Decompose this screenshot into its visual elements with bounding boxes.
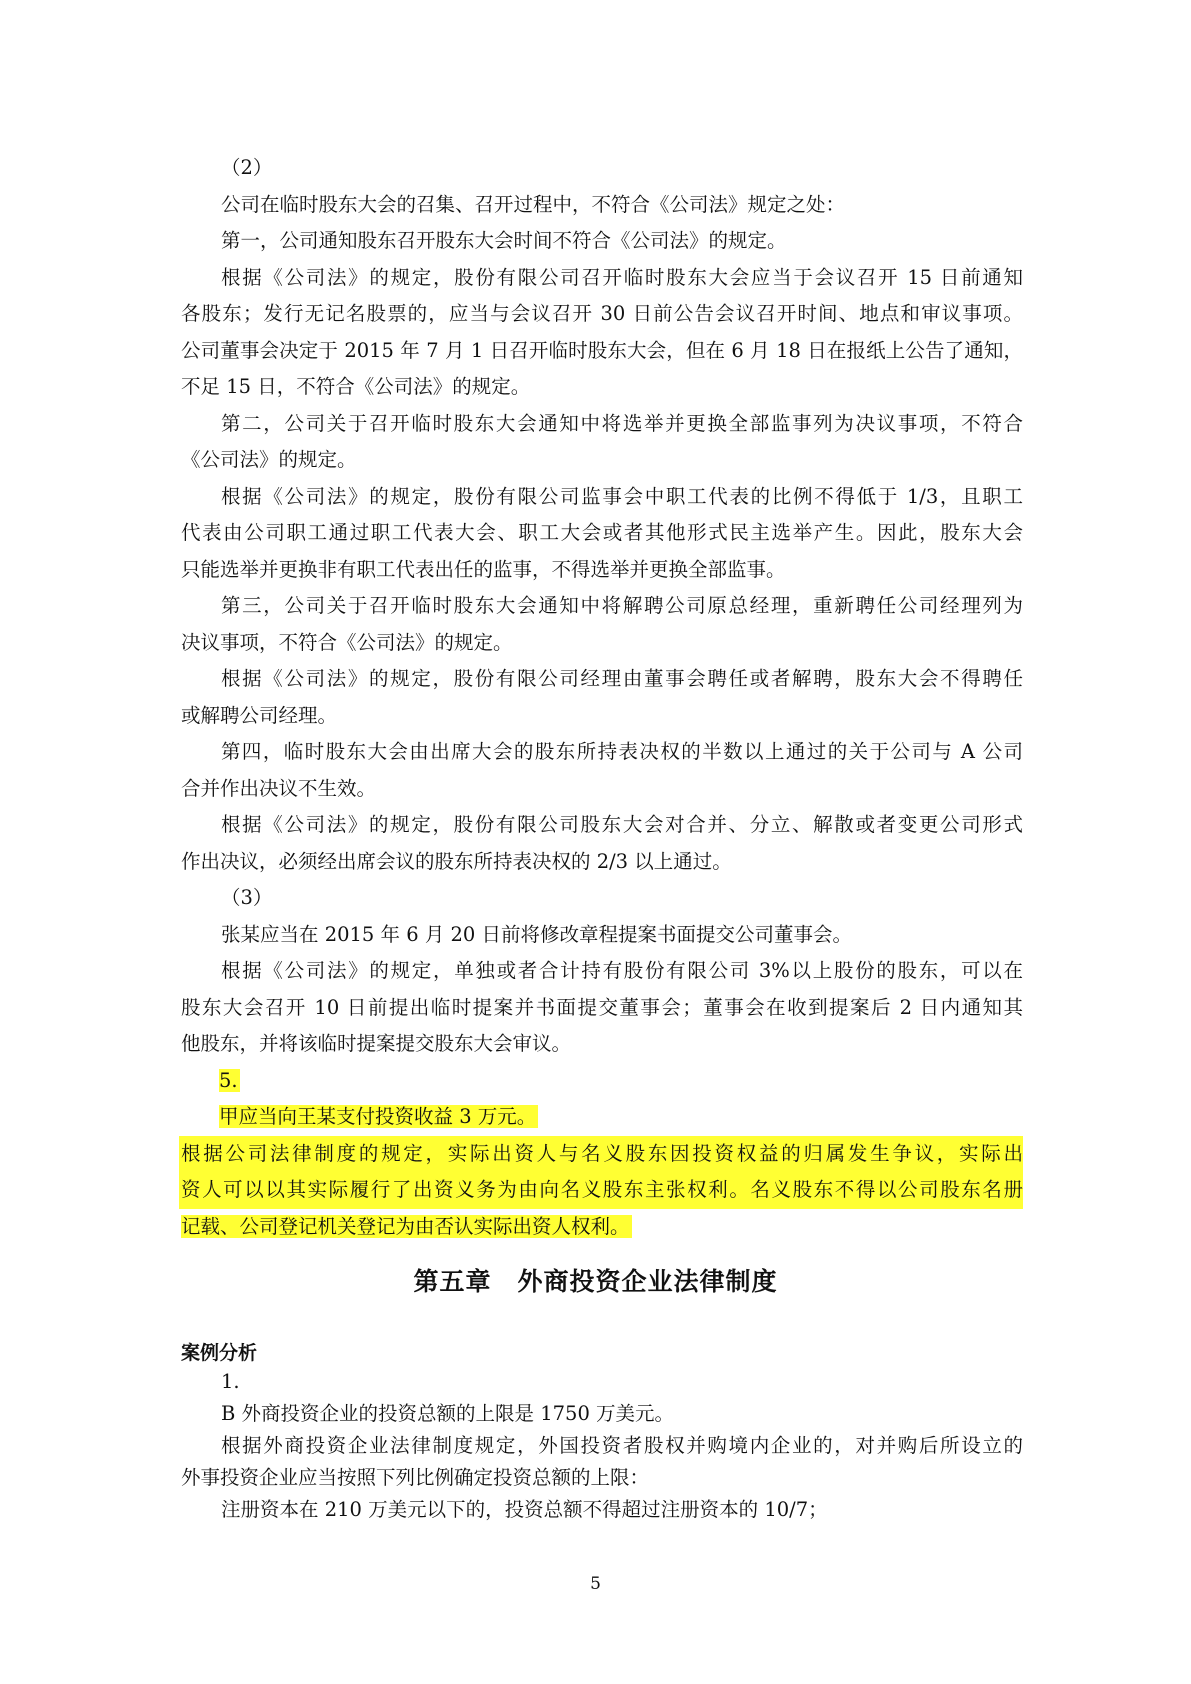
paragraph: 公司在临时股东大会的召集、召开过程中，不符合《公司法》规定之处：	[221, 192, 846, 216]
paragraph-line: 根据《公司法》的规定，单独或者合计持有股份有限公司 3%以上股份的股东，可以在	[221, 959, 1023, 982]
paragraph-line: 根据《公司法》的规定，股份有限公司监事会中职工代表的比例不得低于 1/3，且职工	[221, 484, 1023, 508]
highlighted-line	[181, 1209, 1023, 1246]
paragraph-heading: 第四，临时股东大会由出席大会的股东所持表决权的半数以上通过的关于公司与 A 公司	[221, 740, 1023, 763]
paragraph-line: 各股东；发行无记名股票的，应当与会议召开 30 日前公告会议召开时间、地点和审议事项。	[181, 302, 1023, 325]
paragraph-line: 根据《公司法》的规定，股份有限公司召开临时股东大会应当于会议召开 15 日前通知	[221, 265, 1023, 289]
highlighted-line	[181, 1063, 1023, 1100]
paragraph-heading: 决议事项，不符合《公司法》的规定。	[181, 630, 513, 654]
paragraph-line: 他股东，并将该临时提案提交股东大会审议。	[181, 1032, 572, 1055]
paragraph-line: 根据外商投资企业法律制度规定，外国投资者股权并购境内企业的，对并购后所设立的	[221, 1434, 1023, 1457]
paragraph-heading: 《公司法》的规定。	[181, 448, 357, 471]
paragraph-heading: 第二，公司关于召开临时股东大会通知中将选举并更换全部监事列为决议事项，不符合	[221, 411, 1023, 435]
paragraph: 甲应当向王某支付投资收益 3 万元。	[219, 1105, 537, 1128]
paragraph-heading: 合并作出决议不生效。	[181, 776, 377, 800]
item-number: （2）	[221, 156, 273, 179]
paragraph-line: 或解聘公司经理。	[181, 703, 338, 727]
paragraph-line: 公司董事会决定于 2015 年 7 月 1 日召开临时股东大会，但在 6 月 18 日在报纸上公告了通知，	[181, 338, 1023, 362]
case-analysis-body	[181, 1366, 1023, 1526]
highlighted-paragraph-line: 记载、公司登记机关登记为由否认实际出资人权利。	[181, 1214, 630, 1238]
paragraph-heading: 第一，公司通知股东召开股东大会时间不符合《公司法》的规定。	[221, 229, 787, 252]
paragraph-line: 不足 15 日，不符合《公司法》的规定。	[181, 375, 531, 398]
highlighted-paragraph-line: 资人可以以其实际履行了出资义务为由向名义股东主张权利。名义股东不得以公司股东名册	[179, 1172, 1023, 1209]
answer-body	[181, 150, 1023, 1245]
item-number: 1.	[221, 1370, 240, 1393]
section-heading: 案例分析	[181, 1342, 258, 1364]
paragraph-line: 代表由公司职工通过职工代表大会、职工大会或者其他形式民主选举产生。因此，股东大会	[181, 521, 1023, 544]
paragraph-line: 外事投资企业应当按照下列比例确定投资总额的上限：	[181, 1466, 650, 1489]
item-number: （3）	[221, 886, 273, 909]
paragraph: B 外商投资企业的投资总额的上限是 1750 万美元。	[221, 1402, 675, 1425]
highlighted-line	[181, 1099, 1023, 1136]
paragraph-line: 根据《公司法》的规定，股份有限公司股东大会对合并、分立、解散或者变更公司形式	[221, 813, 1023, 836]
item-number: 5.	[219, 1068, 238, 1092]
chapter-title: 第五章 外商投资企业法律制度	[413, 1267, 778, 1296]
paragraph-line: 根据《公司法》的规定，股份有限公司经理由董事会聘任或者解聘，股东大会不得聘任	[221, 667, 1023, 690]
paragraph-line: 作出决议，必须经出席会议的股东所持表决权的 2/3 以上通过。	[181, 849, 732, 873]
paragraph: 注册资本在 210 万美元以下的，投资总额不得超过注册资本的 10/7；	[221, 1498, 828, 1521]
paragraph-line: 只能选举并更换非有职工代表出任的监事，不得选举并更换全部监事。	[181, 557, 786, 581]
paragraph: 张某应当在 2015 年 6 月 20 日前将修改章程提案书面提交公司董事会。	[221, 922, 853, 946]
highlighted-paragraph-line: 根据公司法律制度的规定，实际出资人与名义股东因投资权益的归属发生争议，实际出	[179, 1136, 1023, 1173]
paragraph-heading: 第三，公司关于召开临时股东大会通知中将解聘公司原总经理，重新聘任公司经理列为	[221, 594, 1023, 617]
paragraph-line: 股东大会召开 10 日前提出临时提案并书面提交董事会；董事会在收到提案后 2 日内通知其	[181, 995, 1023, 1019]
page-number: 5	[590, 1574, 601, 1594]
